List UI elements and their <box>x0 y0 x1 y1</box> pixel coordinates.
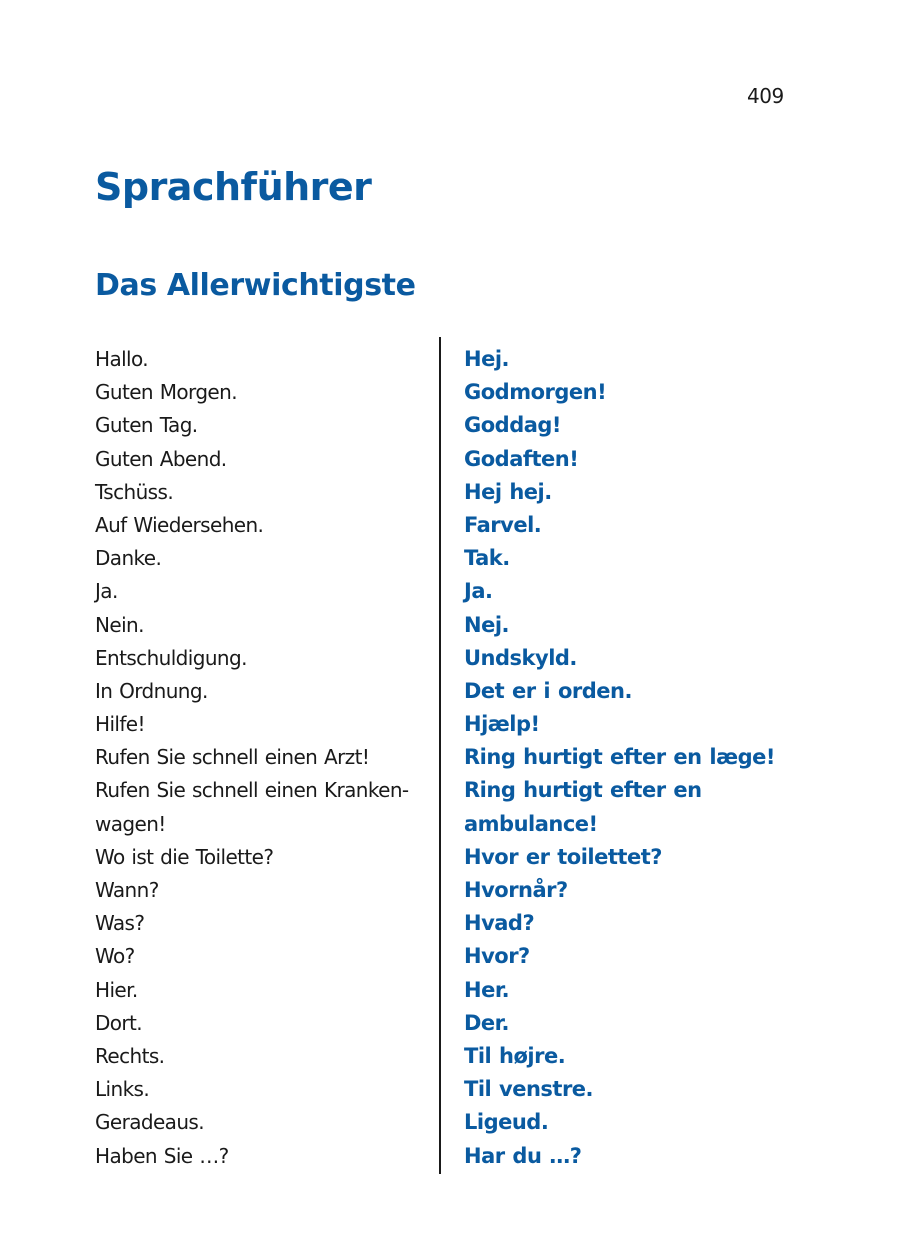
german-phrase: Guten Tag. <box>95 413 198 438</box>
phrase-row <box>95 1140 815 1173</box>
german-phrase: Was? <box>95 911 145 936</box>
danish-phrase: Der. <box>464 1010 510 1035</box>
phrase-row <box>95 940 815 973</box>
danish-phrase: Hjælp! <box>464 712 540 737</box>
german-phrase: Nein. <box>95 612 144 637</box>
german-phrase: Geradeaus. <box>95 1110 204 1135</box>
danish-phrase: Godaften! <box>464 446 579 471</box>
phrase-row <box>95 741 815 774</box>
danish-phrase: Goddag! <box>464 413 562 438</box>
german-phrase: Tschüss. <box>95 479 174 504</box>
german-phrase: Danke. <box>95 546 162 571</box>
german-phrase: Wo ist die Toilette? <box>95 844 274 869</box>
phrase-row <box>95 1073 815 1106</box>
danish-phrase: Her. <box>464 977 510 1002</box>
german-phrase: Hallo. <box>95 347 149 371</box>
danish-phrase: Ring hurtigt efter en <box>464 778 702 803</box>
german-phrase: Guten Morgen. <box>95 380 237 405</box>
german-phrase: Dort. <box>95 1010 143 1035</box>
danish-phrase: Til højre. <box>464 1043 566 1068</box>
danish-phrase: Farvel. <box>464 512 542 537</box>
phrase-row <box>95 1106 815 1139</box>
german-phrase: Wann? <box>95 878 159 902</box>
page-number: 409 <box>747 84 784 108</box>
german-phrase: Auf Wiedersehen. <box>95 512 264 537</box>
phrase-row <box>95 708 815 741</box>
danish-phrase: Hej. <box>464 347 509 371</box>
phrase-row <box>95 874 815 907</box>
phrase-row <box>95 841 815 874</box>
german-phrase: In Ordnung. <box>95 678 208 703</box>
phrase-row <box>95 542 815 575</box>
german-phrase: Links. <box>95 1077 150 1102</box>
danish-phrase: Ja. <box>464 579 493 604</box>
danish-phrase: Det er i orden. <box>464 678 632 703</box>
danish-phrase: Ligeud. <box>464 1110 549 1135</box>
phrase-row <box>95 476 815 509</box>
german-phrase: Rechts. <box>95 1043 165 1068</box>
phrase-row <box>95 509 815 542</box>
section-title: Das Allerwichtigste <box>95 268 416 303</box>
phrase-row <box>95 376 815 409</box>
phrase-row <box>95 974 815 1007</box>
phrase-row <box>95 642 815 675</box>
phrase-row <box>95 609 815 642</box>
danish-phrase: Tak. <box>464 546 510 571</box>
phrase-row <box>95 808 815 841</box>
phrase-row <box>95 907 815 940</box>
danish-phrase: Hvor? <box>464 944 530 969</box>
german-phrase: Wo? <box>95 944 135 969</box>
phrase-row <box>95 1040 815 1073</box>
german-phrase: wagen! <box>95 811 166 836</box>
danish-phrase: Hvad? <box>464 911 535 936</box>
phrase-table <box>95 343 815 1173</box>
german-phrase: Guten Abend. <box>95 446 227 471</box>
german-phrase: Rufen Sie schnell einen Arzt! <box>95 745 370 770</box>
german-phrase: Ja. <box>95 579 118 604</box>
phrase-row <box>95 575 815 608</box>
danish-phrase: Undskyld. <box>464 645 577 670</box>
german-phrase: Haben Sie …? <box>95 1143 229 1168</box>
german-phrase: Hilfe! <box>95 712 145 737</box>
phrase-row <box>95 774 815 807</box>
danish-phrase: Hvornår? <box>464 878 568 902</box>
danish-phrase: Hvor er toilettet? <box>464 844 662 869</box>
phrase-row <box>95 443 815 476</box>
phrase-row <box>95 1007 815 1040</box>
danish-phrase: ambulance! <box>464 811 598 836</box>
danish-phrase: Har du …? <box>464 1143 582 1168</box>
german-phrase: Hier. <box>95 977 138 1002</box>
phrase-row <box>95 675 815 708</box>
phrase-row <box>95 343 815 376</box>
danish-phrase: Nej. <box>464 612 509 637</box>
german-phrase: Rufen Sie schnell einen Kranken- <box>95 778 409 803</box>
page-title: Sprachführer <box>95 165 372 209</box>
german-phrase: Entschuldigung. <box>95 645 247 670</box>
danish-phrase: Ring hurtigt efter en læge! <box>464 745 775 770</box>
danish-phrase: Til venstre. <box>464 1077 594 1102</box>
danish-phrase: Hej hej. <box>464 479 552 504</box>
danish-phrase: Godmorgen! <box>464 380 607 405</box>
phrase-row <box>95 409 815 442</box>
